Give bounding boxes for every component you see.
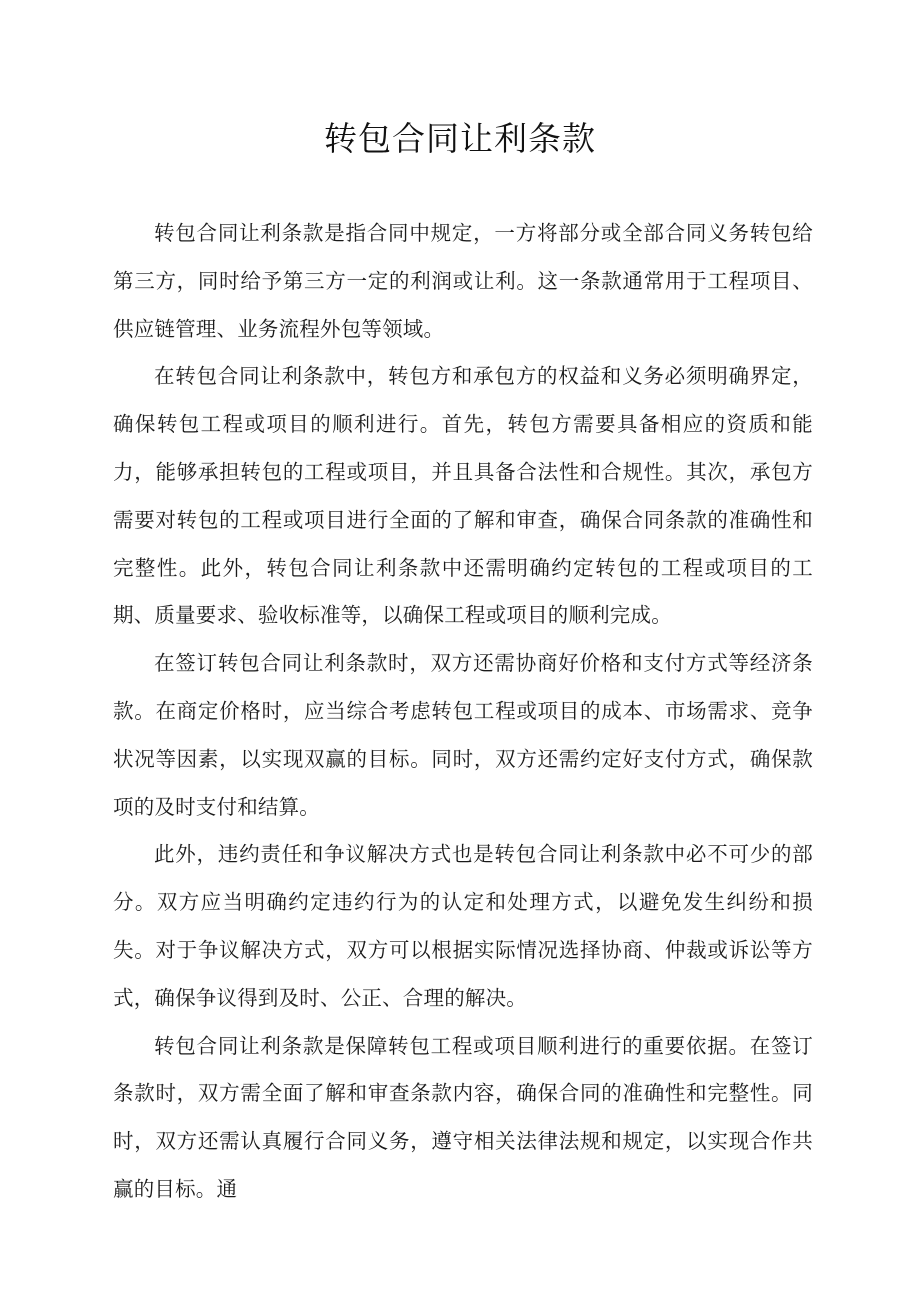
paragraph-3: 在签订转包合同让利条款时，双方还需协商好价格和支付方式等经济条款。在商定价格时，应当综合考虑转包工程或项目的成本、市场需求、竞争状况等因素，以实现双赢的目标。同时，双方还需约定好支付方式，确保款项的及时支付和结算。 xyxy=(113,651,813,819)
paragraph-5: 转包合同让利条款是保障转包工程或项目顺利进行的重要依据。在签订条款时，双方需全面了解和审查条款内容，确保合同的准确性和完整性。同时，双方还需认真履行合同义务，遵守相关法律法规和规定，以实现合作共赢的目标。通 xyxy=(113,1033,813,1201)
document-body xyxy=(113,210,813,1214)
paragraph-2: 在转包合同让利条款中，转包方和承包方的权益和义务必须明确界定，确保转包工程或项目的顺利进行。首先，转包方需要具备相应的资质和能力，能够承担转包的工程或项目，并且具备合法性和合规性。其次，承包方需要对转包的工程或项目进行全面的了解和审查，确保合同条款的准确性和完整性。此外，转包合同让利条款中还需明确约定转包的工程或项目的工期、质量要求、验收标准等，以确保工程或项目的顺利完成。 xyxy=(113,364,813,628)
document-title: 转包合同让利条款 xyxy=(324,119,596,158)
paragraph-1: 转包合同让利条款是指合同中规定，一方将部分或全部合同义务转包给第三方，同时给予第三方一定的利润或让利。这一条款通常用于工程项目、供应链管理、业务流程外包等领域。 xyxy=(113,221,813,341)
paragraph-4: 此外，违约责任和争议解决方式也是转包合同让利条款中必不可少的部分。双方应当明确约定违约行为的认定和处理方式，以避免发生纠纷和损失。对于争议解决方式，双方可以根据实际情况选择协商、仲裁或诉讼等方式，确保争议得到及时、公正、合理的解决。 xyxy=(113,842,813,1010)
